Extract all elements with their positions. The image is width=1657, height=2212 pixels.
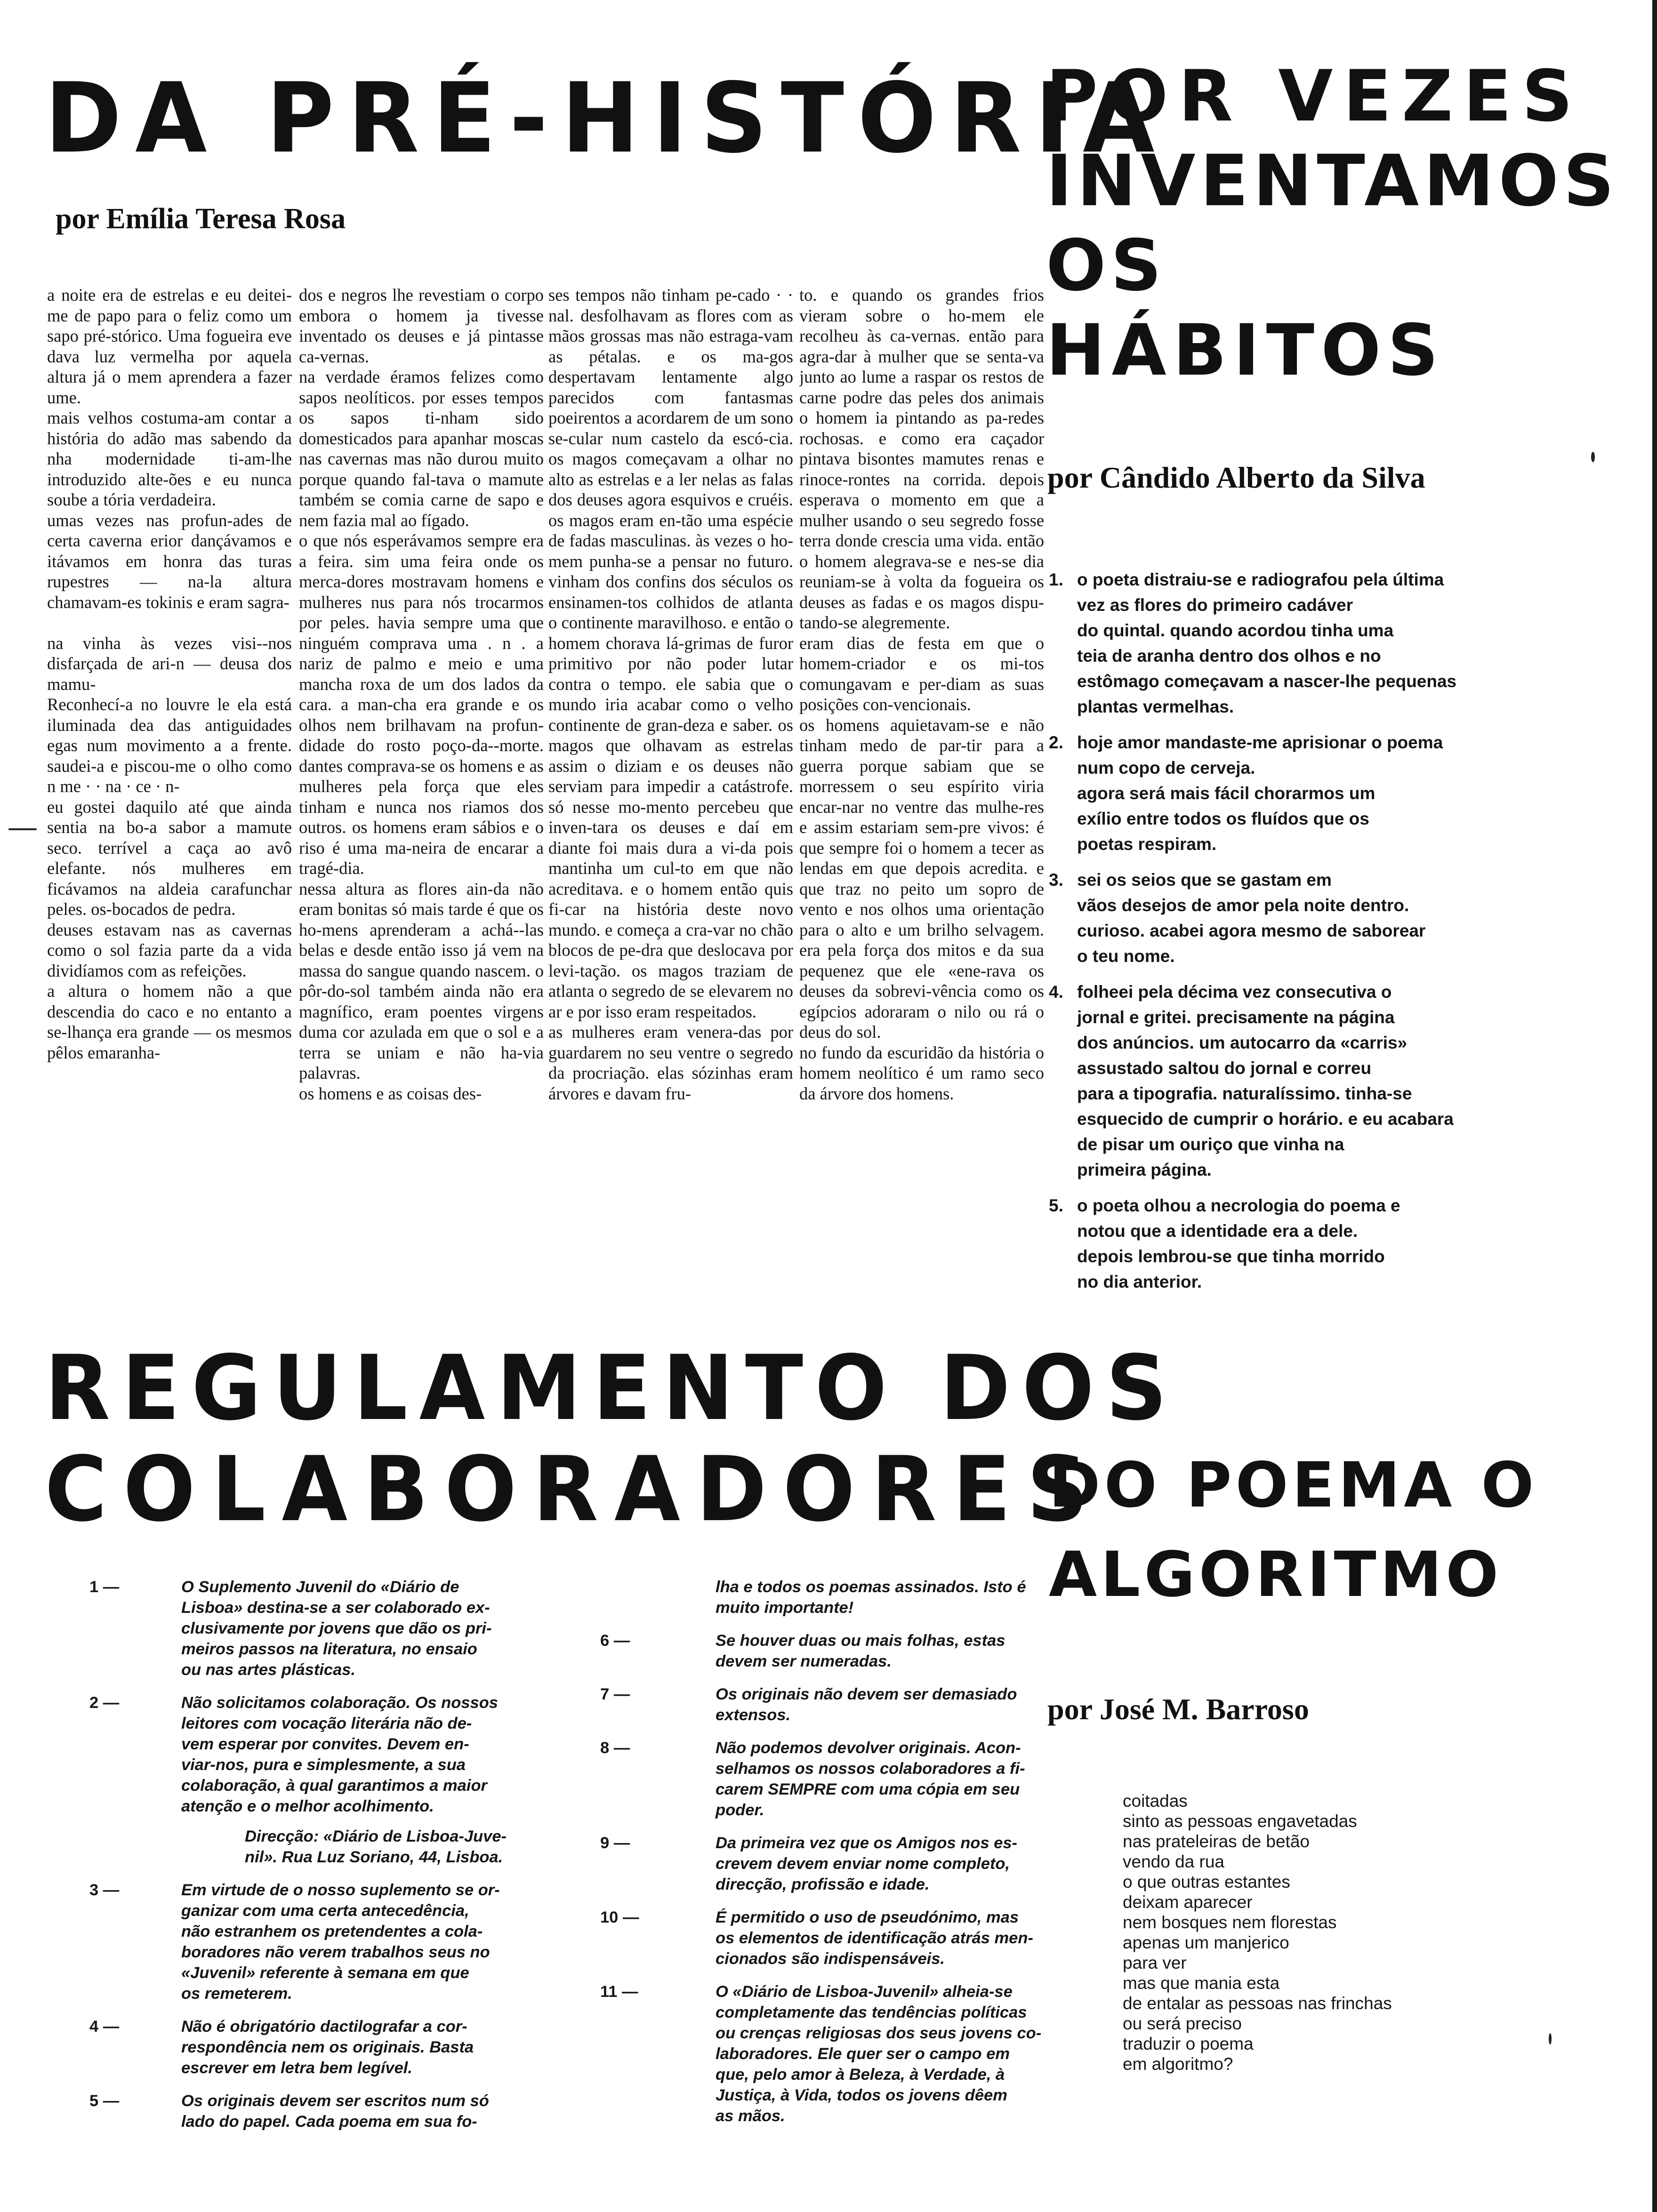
prehistoria-title: DA PRÉ-HISTÓRIA	[45, 63, 1168, 175]
regulamento-rule-number: 5 —	[89, 2092, 120, 2110]
regulamento-rule	[89, 1880, 603, 2004]
regulamento-rule-number: 6 —	[600, 1632, 630, 1650]
regulamento-rule-text: É permitido o uso de pseudónimo, mas os elementos de identificação atrás men- cionados são indispensáveis.	[716, 1908, 1033, 1968]
regulamento-rule-text: Não é obrigatório dactilografar a cor- respondência nem os originais. Basta escrever em letra bem legível.	[181, 2018, 474, 2077]
regulamento-title-line: COLABORADORES	[45, 1437, 1104, 1541]
habitos-item-number: 4.	[1049, 982, 1063, 1002]
habitos-title-line: HÁBITOS	[1046, 310, 1445, 392]
prehistoria-column-3: ses tempos não tinham pe-cado · · nal. desfolhavam as flores com as mãos grossas mas não estraga-vam as pétalas. e os ma-gos despertavam lentamente algo parecidos com fantasmas poeirentos a acordarem de um sono se-cular num castelo da escó-cia. os magos começavam a olhar no alto as estrelas e a ler nelas as falas dos deuses agora esquivos e cruéis. os magos eram en-tão uma espécie de fadas masculinas. às vezes o ho-mem punha-se a pensar no futuro. vinham dos confins dos séculos os ensinamen-tos colhidos de atlanta o continente maravilhoso. e então o homem chorava lá-grimas de furor primitivo por não poder lutar contra o tempo. ele sabia que o mundo iria acabar como o velho continente de gran-deza e saber. os magos que olhavam as estrelas assim o diziam e os deuses não serviam para impedir a catástrofe. só nesse mo-mento percebeu que inven-tara os deuses e daí em diante foi mais dura a vi-da pois mantinha um cul-to em que não acreditava. e o homem então quis fi-car na história deste novo mundo. e começa a cra-var no chão blocos de pe-dra que deslocava por levi-tação. os magos traziam de atlanta o segredo de se elevarem no ar e por isso eram respeitados. as mulheres eram venera-das por guardarem no seu ventre o segredo da procriação. elas sózinhas eram árvores e davam fru-	[548, 285, 793, 1103]
regulamento-rule-text: O «Diário de Lisboa-Juvenil» alheia-se completamente das tendências políticas ou crenças religiosas dos seus jovens co- laboradores. Ele quer ser o campo em que, pelo amor à Beleza, à Verdade, à Justiça, à Vida, todos os jovens dêem as mãos.	[716, 1983, 1042, 2125]
regulamento-rule-number: 4 —	[89, 2018, 120, 2036]
prehistoria-byline: por Emília Teresa Rosa	[56, 203, 346, 235]
regulamento-rule	[600, 1738, 1052, 1820]
regulamento-rule-text: Se houver duas ou mais folhas, estas devem ser numeradas.	[716, 1632, 1005, 1670]
regulamento-rule	[89, 2016, 603, 2078]
regulamento-address: Direcção: «Diário de Lisboa-Juve- nil». Rua Luz Soriano, 44, Lisboa.	[245, 1827, 507, 1866]
habitos-item-text: sei os seios que se gastam em vãos desejos de amor pela noite dentro. curioso. acabei agora mesmo de saborear o teu nome.	[1077, 870, 1426, 966]
regulamento-rule-text: Não solicitamos colaboração. Os nossos leitores com vocação literária não de- vem esperar por convites. Devem en- viar-nos, pura e simplesmente, a sua colaboração, à qual garantimos a maior atenção e o melhor acolhimento.	[181, 1694, 498, 1815]
scan-speck	[8, 828, 37, 830]
regulamento-rule-number: 9 —	[600, 1834, 630, 1852]
regulamento-rule	[600, 1630, 1052, 1672]
algoritmo-title	[1049, 1449, 1538, 1633]
prehistoria-column-1: a noite era de estrelas e eu deitei-me de papo para o feliz como um sapo pré-stórico. Uma fogueira eve dava luz vermelha por aquela altura já o mem aprendera a fazer ume. mais velhos costuma-am contar a história do adão mas sabendo da nha modernidade ti-am-lhe introduzido alte-ões e eu nunca soube a tória verdadeira. umas vezes nas profun-ades de certa caverna erior dançávamos e itávamos em honra das turas rupestres — na-la altura chamavam-es tokinis e eram sagra- na vinha às vezes visi--nos disfarçada de ari-n — deusa dos mamu- Reconhecí-a no louvre le ela está iluminada dea das antiguidades egas num movimento a a frente. saudei-a e piscou-me o olho como n me · · na · ce · n- eu gostei daquilo até que ainda sentia na bo-a sabor a mamute seco. terrível a caça ao avô elefante. nós mulheres em ficávamos na aldeia carafunchar peles. os-bocados de pedra. deuses estavam nas as cavernas como o sol fazia parte da a vida dividíamos com as refeições. a altura o homem não a que descendia do caco e no entanto a se-lhança era grande — os mesmos pêlos emaranha-	[47, 285, 292, 1062]
regulamento-rule-number: 11 —	[600, 1983, 638, 2001]
regulamento-rule-number: 2 —	[89, 1694, 120, 1712]
habitos-title-line: INVENTAMOS	[1046, 140, 1619, 222]
regulamento-rule	[600, 1981, 1052, 2126]
prehistoria-column-4: to. e quando os grandes frios vieram sobre o ho-mem ele recolheu às ca-vernas. então para agra-dar à mulher que se senta-va junto ao lume a raspar os restos de carne podre das peles dos animais o homem ia pintando as pa-redes rochosas. e como era caçador pintava bisontes mamutes renas e rinoce-rontes na corrida. depois esperava o momento em que a mulher usando o seu segredo fosse terra donde crescia uma vida. então o homem alegrava-se e nes-se dia reuniam-se à volta da fogueira os deuses as fadas e os magos dispu-tando-se alegremente. eram dias de festa em que o homem-criador e os mi-tos comungavam e per-diam as suas posições con-vencionais. os homens aquietavam-se e não tinham medo de par-tir para a guerra porque sabiam que se morressem o seu espírito viria encar-nar no ventre das mulhe-res e assim estariam sem-pre vivos: é que sempre foi o homem a tecer as lendas em que depois acredita. e que traz no peito um sopro de vento e nos olhos uma orientação para o alto e um brilho selvagem. era pela força dos mitos e da sua pequenez que ele «ene-rava os deuses da sobrevi-vência como os egípcios adoraram o nilo ou rá o deus do sol. no fundo da escuridão da história o homem neolítico é um ramo seco da árvore dos homens.	[799, 285, 1044, 1103]
regulamento-rule	[600, 1684, 1052, 1725]
regulamento-rule-text: Da primeira vez que os Amigos nos es- crevem devem enviar nome completo, direcção, profissão e idade.	[716, 1834, 1017, 1893]
regulamento-rule-text: Os originais não devem ser demasiado extensos.	[716, 1685, 1017, 1724]
habitos-item-text: hoje amor mandaste-me aprisionar o poema num copo de cerveja. agora será mais fácil chorarmos um exílio entre todos os fluídos que os poetas respiram.	[1077, 733, 1443, 854]
algoritmo-title-line: DO POEMA O	[1049, 1449, 1538, 1522]
regulamento-rule-number: 8 —	[600, 1739, 630, 1757]
regulamento-rule-text: Não podemos devolver originais. Acon- selhamos os nossos colaboradores a fi- carem SEMPRE com uma cópia em seu poder.	[716, 1739, 1025, 1819]
habitos-item	[1049, 730, 1581, 857]
habitos-title	[1046, 56, 1619, 400]
regulamento-rule	[89, 1577, 603, 1680]
habitos-item-number: 2.	[1049, 733, 1063, 752]
habitos-item-number: 5.	[1049, 1196, 1063, 1215]
habitos-item	[1049, 979, 1581, 1183]
habitos-item-number: 1.	[1049, 570, 1063, 589]
regulamento-continuation: lha e todos os poemas assinados. Isto é muito importante!	[716, 1578, 1026, 1617]
habitos-byline: por Cândido Alberto da Silva	[1047, 461, 1425, 494]
habitos-item	[1049, 1193, 1581, 1295]
page-edge-bar	[1652, 0, 1657, 2212]
regulamento-rule-text: O Suplemento Juvenil do «Diário de Lisboa» destina-se a ser colaborado ex- clusivamente por jovens que dão os pri- meiros passos na literatura, no ensaio ou nas artes plásticas.	[181, 1578, 492, 1679]
regulamento-rule-number: 3 —	[89, 1881, 120, 1899]
regulamento-rule-number: 7 —	[600, 1685, 630, 1703]
habitos-title-line: POR VEZES	[1046, 56, 1583, 137]
habitos-item	[1049, 567, 1581, 720]
algoritmo-poem: coitadas sinto as pessoas engavetadas nas prateleiras de betão vendo da rua o que outras estantes deixam aparecer nem bosques nem florestas apenas um manjerico para ver mas que mania esta de entalar as pessoas nas frinchas ou será preciso traduzir o poema em algoritmo?	[1123, 1791, 1392, 2074]
scan-speck	[1591, 452, 1595, 462]
regulamento-rule-text: Os originais devem ser escritos num só lado do papel. Cada poema em sua fo-	[181, 2092, 489, 2131]
habitos-item	[1049, 867, 1581, 969]
regulamento-rules-right	[600, 1577, 1052, 2139]
habitos-item-text: folheei pela décima vez consecutiva o jornal e gritei. precisamente na página dos anúncios. um autocarro da «carris» assustado saltou do jornal e correu para a tipografia. naturalíssimo. tinha-se esquecido de cumprir o horário. e eu acabara de pisar um ouriço que vinha na primeira página.	[1077, 982, 1454, 1179]
regulamento-rule	[600, 1833, 1052, 1895]
habitos-item-text: o poeta olhou a necrologia do poema e notou que a identidade era a dele. depois lembrou-se que tinha morrido no dia anterior.	[1077, 1196, 1400, 1291]
regulamento-rule-number: 1 —	[89, 1578, 120, 1596]
habitos-title-line: OS	[1046, 225, 1166, 307]
habitos-item-number: 3.	[1049, 870, 1063, 890]
regulamento-title-line: REGULAMENTO DOS	[45, 1336, 1179, 1440]
regulamento-rule-text: Em virtude de o nosso suplemento se or- ganizar com uma certa antecedência, não estranhem os pretendentes a cola- boradores não verem trabalhos seus no «Juvenil» referente à semana em que os remeterem.	[181, 1881, 500, 2003]
regulamento-rule	[600, 1907, 1052, 1969]
regulamento-rule-number: 10 —	[600, 1908, 639, 1926]
habitos-poem-list	[1049, 567, 1581, 1305]
regulamento-rule	[89, 2091, 603, 2132]
regulamento-rule	[89, 1692, 603, 1817]
prehistoria-column-2: dos e negros lhe revestiam o corpo embora o homem ja tivesse inventado os deuses e já pintasse ca-vernas. na verdade éramos felizes como sapos neolíticos. por esses tempos os sapos ti-nham sido domesticados para apanhar moscas nas cavernas mas não durou muito porque quando fal-tava o mamute também se comia carne de sapo e nem fazia mal ao fígado. o que nós esperávamos sempre era a feira. sim uma feira onde os merca-dores mostravam homens e mulheres nus para nós trocarmos por peles. havia sempre uma que ninguém comprava uma . n . a nariz de palmo e meio e uma mancha roxa de um dos lados da cara. a man-cha era grande e os olhos nem brilhavam na profun-didade do rosto poço-da--morte. dantes comprava-se os homens e as mulheres pela força que eles tinham e nunca nos riamos dos outros. os homens eram sábios e o riso é uma ma-neira de encarar a tragé-dia. nessa altura as flores ain-da não eram bonitas só mais tarde é que os ho-mens aprenderam a achá--las belas e desde então isso já vem na massa do sangue quando nascem. o pôr-do-sol também ainda não era magnífico, eram poentes virgens duma cor azulada em que o sol e a terra se uniam e não ha-via palavras. os homens e as coisas des-	[299, 285, 544, 1103]
algoritmo-title-line: ALGORITMO	[1049, 1539, 1503, 1611]
regulamento-rules-left	[89, 1577, 603, 2144]
scan-speck	[1549, 2033, 1552, 2044]
habitos-item-text: o poeta distraiu-se e radiografou pela última vez as flores do primeiro cadáver do quintal. quando acordou tinha uma teia de aranha dentro dos olhos e no estômago começavam a nascer-lhe pequenas plantas vermelhas.	[1077, 570, 1457, 716]
algoritmo-byline: por José M. Barroso	[1047, 1692, 1309, 1726]
